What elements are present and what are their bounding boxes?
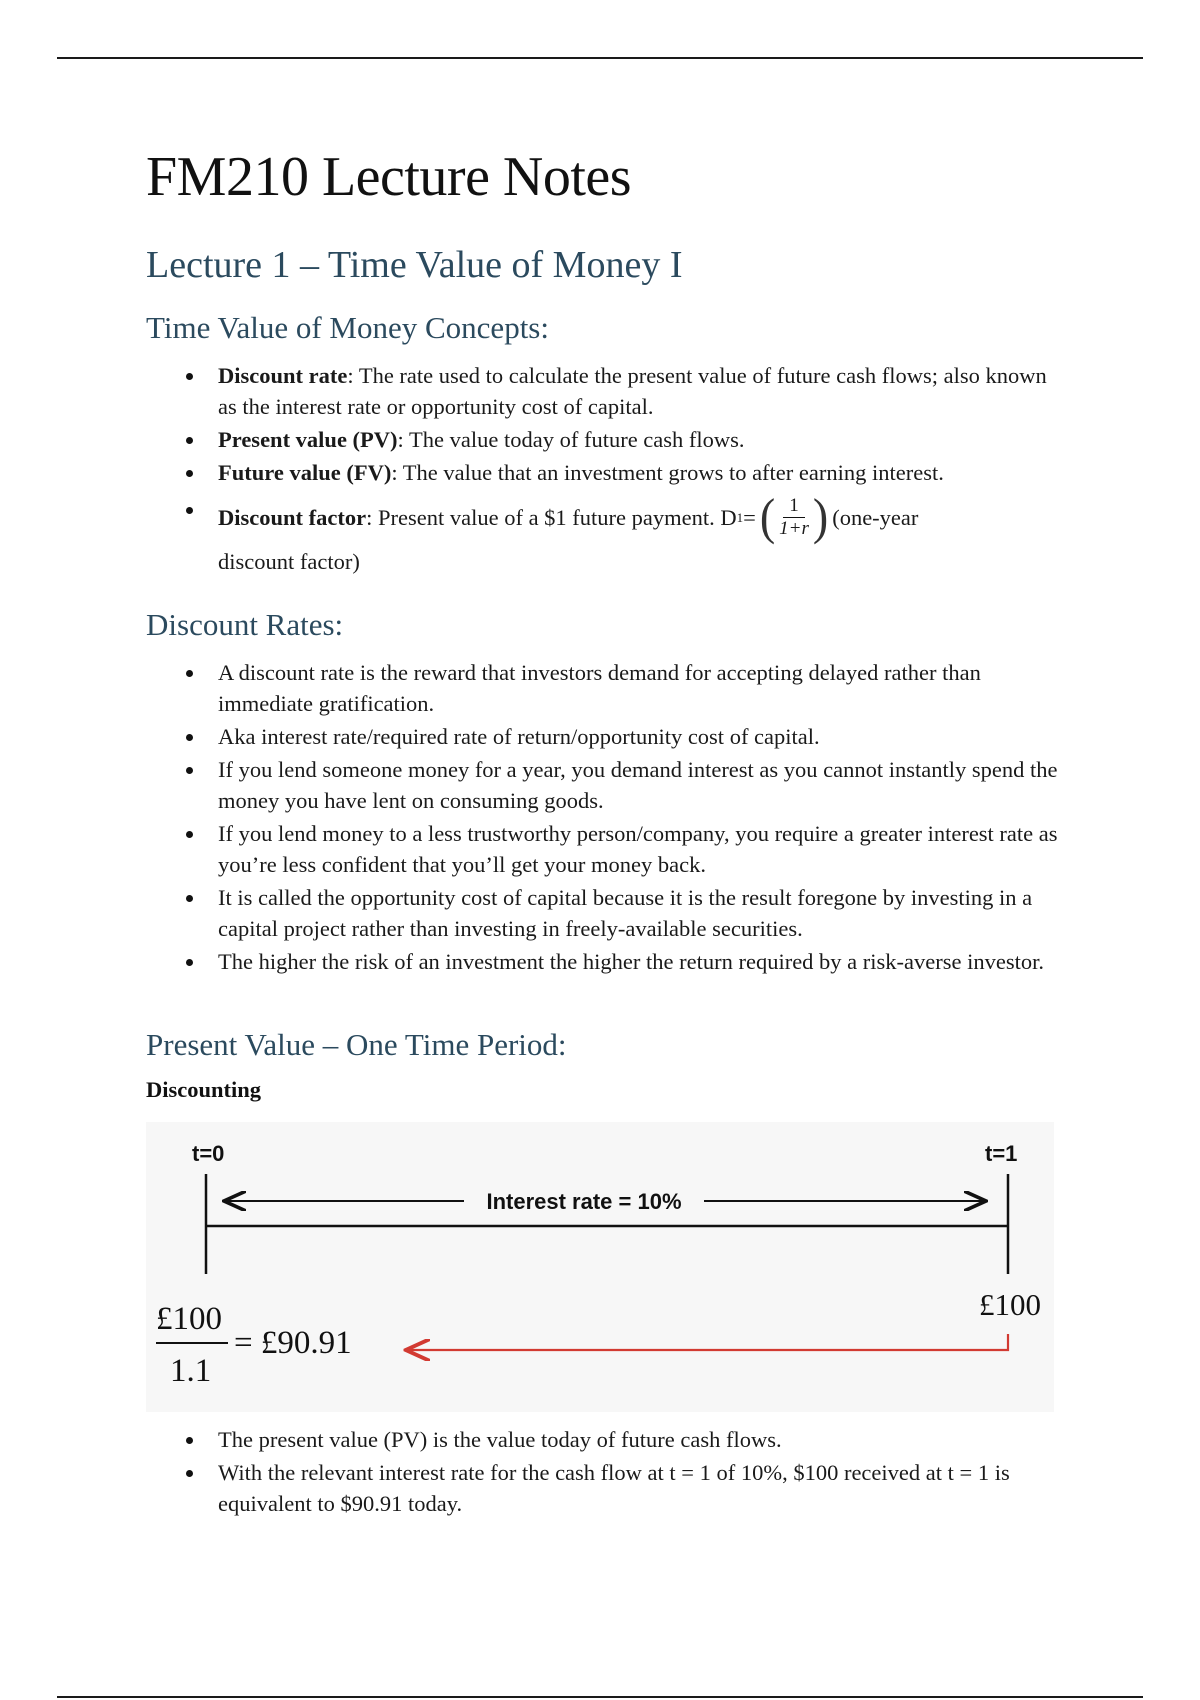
future-amount: £100	[979, 1287, 1041, 1322]
discount-rates-heading: Discount Rates:	[146, 607, 344, 642]
list-item: The higher the risk of an investment the higher the return required by a risk-averse investor.	[146, 946, 1066, 977]
list-item: Present value (PV): The value today of future cash flows.	[146, 424, 1066, 455]
list-item: It is called the opportunity cost of capital because it is the result foregone by investing in a capital project rather than investing in freely-available securities.	[146, 882, 1066, 944]
list-item: With the relevant interest rate for the cash flow at t = 1 of 10%, $100 received at t = 1 is equivalent to $90.91 today.	[146, 1457, 1066, 1519]
list-item: Future value (FV): The value that an investment grows to after earning interest.	[146, 457, 1066, 488]
document-title: FM210 Lecture Notes	[146, 146, 632, 208]
concepts-heading: Time Value of Money Concepts:	[146, 310, 549, 345]
bottom-rule	[57, 1696, 1143, 1698]
discount-rates-list	[146, 657, 1066, 979]
list-item: Aka interest rate/required rate of return/opportunity cost of capital.	[146, 721, 1066, 752]
list-item: Discount factor : Present value of a $1 future payment. D 1 = ( $\frac{1}{1+r}$ ) (one-year discount factor)	[146, 494, 1066, 577]
lecture-heading: Lecture 1 – Time Value of Money I	[146, 244, 683, 286]
discount-factor-line: Discount factor : Present value of a $1 future payment. D 1 = ( $\frac{1}{1+r}$ ) (one-year	[218, 488, 919, 545]
fraction-denominator: 1.1	[170, 1353, 212, 1389]
t0-label: t=0	[192, 1141, 225, 1166]
list-item: If you lend someone money for a year, you demand interest as you cannot instantly spend the money you have lent on consuming goods.	[146, 754, 1066, 816]
t1-label: t=1	[985, 1141, 1018, 1166]
present-value-list	[146, 1424, 1066, 1521]
discounting-arrow	[408, 1334, 1008, 1350]
fraction-numerator: £100	[156, 1301, 222, 1337]
list-item: If you lend money to a less trustworthy person/company, you require a greater interest rate as you’re less confident that you’ll get your money back.	[146, 818, 1066, 880]
discount-factor-formula: ( $\frac{1}{1+r}$ )	[759, 488, 829, 545]
concepts-list	[146, 360, 1066, 579]
list-item: The present value (PV) is the value today of future cash flows.	[146, 1424, 1066, 1455]
list-item: Discount rate: The rate used to calculate the present value of future cash flows; also known as the interest rate or opportunity cost of capital.	[146, 360, 1066, 422]
top-rule	[57, 57, 1143, 59]
list-item: A discount rate is the reward that investors demand for accepting delayed rather than immediate gratification.	[146, 657, 1066, 719]
interest-rate-label: Interest rate = 10%	[486, 1189, 682, 1214]
discounting-label: Discounting	[146, 1077, 262, 1102]
discounting-timeline-diagram	[146, 1122, 1054, 1412]
present-value-result: = £90.91	[234, 1325, 352, 1361]
present-value-heading: Present Value – One Time Period:	[146, 1027, 567, 1062]
